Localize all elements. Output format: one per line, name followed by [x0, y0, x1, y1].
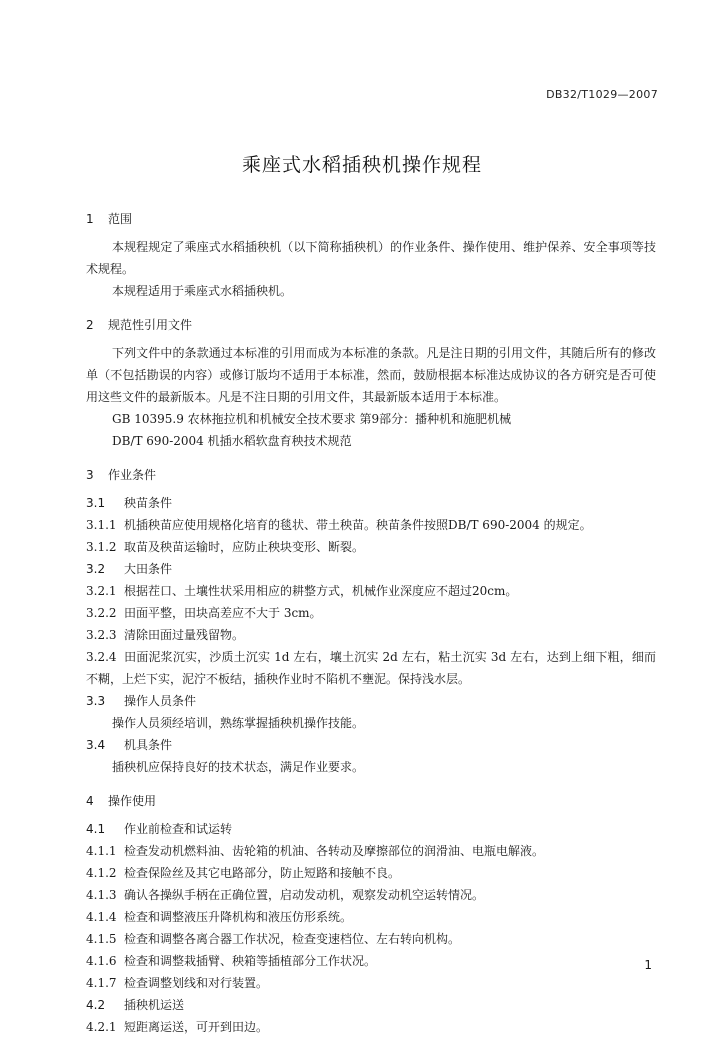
paragraph: 本规程适用于乘座式水稻插秧机。	[112, 284, 293, 298]
clause-item: 4.1.6 检查和调整栽插臂、秧箱等插植部分工作状况。	[86, 954, 377, 968]
clause-item: 4.1.7 检查调整划线和对行装置。	[86, 976, 269, 990]
section-heading: 3 作业条件	[86, 468, 157, 482]
subsection-heading: 3.1 秧苗条件	[86, 496, 173, 510]
clause-item: 3.2.2 田面平整，田块高差应不大于 3cm。	[86, 606, 322, 620]
paragraph: 下列文件中的条款通过本标准的引用而成为本标准的条款。凡是注日期的引用文件，其随后所有的修改单（不包括勘误的内容）或修订版均不适用于本标准，然而，鼓励根据本标准达成协议的各方研究是否可使用这些文件的最新版本。凡是不注日期的引用文件，其最新版本适用于本标准。	[86, 346, 656, 404]
subsection-heading: 3.4 机具条件	[86, 738, 173, 752]
paragraph: 本规程规定了乘座式水稻插秧机（以下简称插秧机）的作业条件、操作使用、维护保养、安全事项等技术规程。	[86, 240, 656, 276]
paragraph: 插秧机应保持良好的技术状态，满足作业要求。	[112, 760, 365, 774]
clause-item: 4.1.1 检查发动机燃料油、齿轮箱的机油、各转动及摩擦部位的润滑油、电瓶电解液。	[86, 844, 545, 858]
document-code: DB32/T1029—2007	[546, 88, 658, 101]
clause-item: 4.1.4 检查和调整液压升降机构和液压仿形系统。	[86, 910, 353, 924]
subsection-heading: 4.2 插秧机运送	[86, 998, 185, 1012]
clause-item: 4.1.5 检查和调整各离合器工作状况，检查变速档位、左右转向机构。	[86, 932, 461, 946]
subsection-heading: 3.2 大田条件	[86, 562, 173, 576]
clause-item: 3.2.4 田面泥浆沉实，沙质土沉实 1d 左右，壤土沉实 2d 左右，粘土沉实 3d 左右，达到上细下粗，细而不糊，上烂下实，泥泞不板结，插秧作业时不陷机不壅泥。保持浅水层。	[86, 650, 656, 686]
section-heading: 1 范围	[86, 212, 133, 226]
subsection-heading: 4.1 作业前检查和试运转	[86, 822, 233, 836]
reference-item: DB/T 690-2004 机插水稻软盘育秧技术规范	[112, 434, 352, 448]
clause-item: 4.2.1 短距离运送，可开到田边。	[86, 1020, 269, 1034]
section-heading: 4 操作使用	[86, 794, 157, 808]
clause-item: 3.2.1 根据茬口、土壤性状采用相应的耕整方式，机械作业深度应不超过20cm。	[86, 584, 518, 598]
clause-item: 4.1.2 检查保险丝及其它电路部分，防止短路和接触不良。	[86, 866, 401, 880]
clause-item: 4.1.3 确认各操纵手柄在正确位置，启动发动机，观察发动机空运转情况。	[86, 888, 485, 902]
clause-item: 3.1.1 机插秧苗应使用规格化培育的毯状、带土秧苗。秧苗条件按照DB/T 690-2004 的规定。	[86, 518, 592, 532]
clause-item: 3.1.2 取苗及秧苗运输时，应防止秧块变形、断裂。	[86, 540, 365, 554]
paragraph: 操作人员须经培训，熟练掌握插秧机操作技能。	[112, 716, 365, 730]
document-title: 乘座式水稻插秧机操作规程	[241, 154, 482, 176]
document-body	[86, 208, 656, 1038]
clause-item: 3.2.3 清除田面过量残留物。	[86, 628, 245, 642]
reference-item: GB 10395.9 农林拖拉机和机械安全技术要求 第9部分：播种机和施肥机械	[112, 412, 512, 426]
section-heading: 2 规范性引用文件	[86, 318, 193, 332]
subsection-heading: 3.3 操作人员条件	[86, 694, 197, 708]
page-number: 1	[644, 958, 652, 972]
